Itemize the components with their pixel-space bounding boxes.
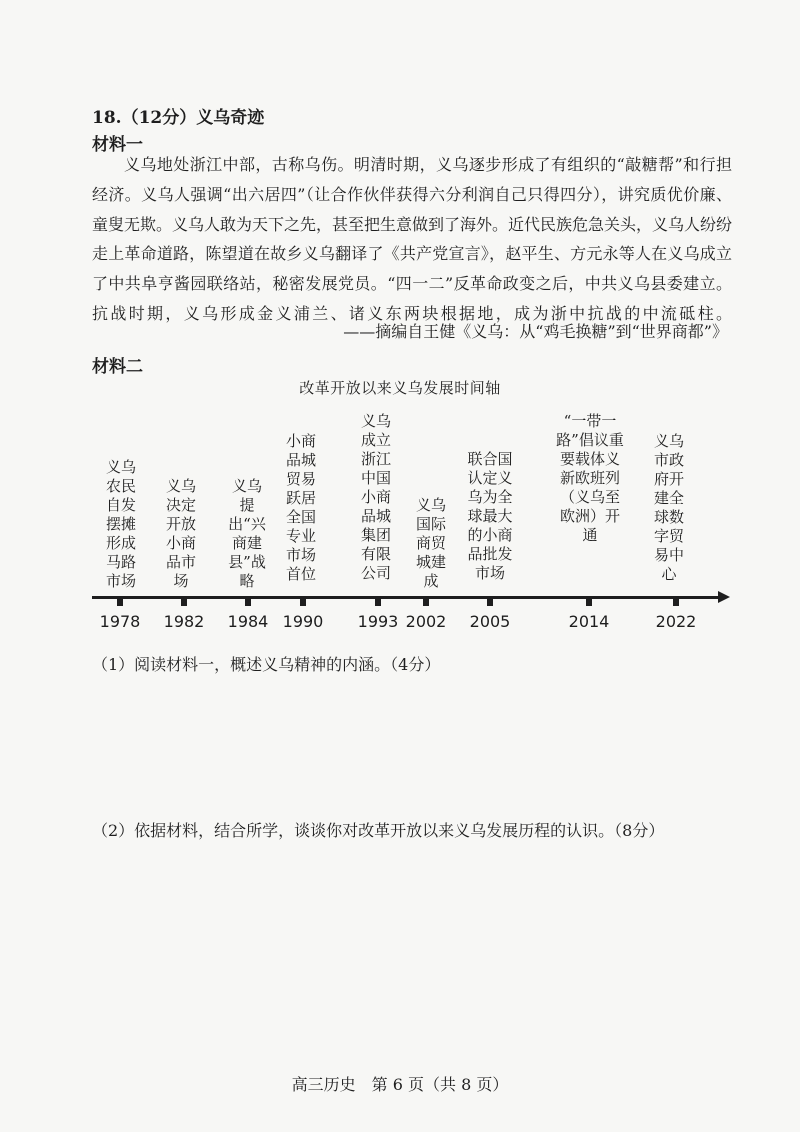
timeline-event: 义乌国际商贸城建成 [415,496,446,590]
timeline-event: 小商品城贸易跃居全国专业市场首位 [285,432,316,583]
timeline-event: “一带一路”倡议重要载体义新欧班列（义乌至欧洲）开通 [556,412,624,544]
timeline-event: 义乌市政府开建全球数字贸易中心 [653,432,684,583]
material-1-label: 材料一 [92,135,143,155]
material-1-citation: ——摘编自王健《义乌：从“鸡毛换糖”到“世界商都”》 [343,322,728,341]
timeline-year: 1990 [282,612,324,631]
timeline-event: 联合国认定义乌为全球最大的小商品批发市场 [467,450,513,582]
timeline-year: 2022 [655,612,697,631]
timeline-year: 2005 [469,612,511,631]
timeline-year: 1993 [357,612,399,631]
timeline-title: 改革开放以来义乌发展时间轴 [299,379,501,397]
question-title: 18.（12分）义乌奇迹 [92,108,265,128]
timeline-tick [423,599,429,606]
question-1: （1）阅读材料一，概述义乌精神的内涵。（4分） [92,655,441,674]
timeline-tick [586,599,592,606]
material-1-text: 义乌地处浙江中部，古称乌伤。明清时期，义乌逐步形成了有组织的“敲糖帮”和行担经济。义乌人强调“出六居四”（让合作伙伴获得六分利润自己只得四分），讲究质优价廉、童叟无欺。义乌人敢为天下之先，甚至把生意做到了海外。近代民族危急关头，义乌人纷纷走上革命道路，陈望道在故乡义乌翻译了《共产党宣言》，赵平生、方元永等人在义乌成立了中共阜亨酱园联络站，秘密发展党员。“四一二”反革命政变之后，中共义乌县委建立。抗战时期，义乌形成金义浦兰、诸义东两块根据地，成为浙中抗战的中流砥柱。 [92,155,733,323]
timeline-tick [375,599,381,606]
timeline-tick [300,599,306,606]
timeline-tick [245,599,251,606]
timeline-tick [673,599,679,606]
material-2-label: 材料二 [92,357,143,377]
timeline-tick [117,599,123,606]
timeline-event: 义乌成立浙江中国小商品城集团有限公司 [360,412,391,582]
timeline-year: 2002 [405,612,447,631]
timeline-event: 义乌提出“兴商建县”战略 [228,477,266,590]
timeline-year: 1978 [99,612,141,631]
page-footer: 高三历史 第 6 页（共 8 页） [291,1075,509,1094]
timeline-event: 义乌农民自发摆摊形成马路市场 [105,458,136,590]
timeline-event: 义乌决定开放小商品市场 [165,477,196,590]
question-2: （2）依据材料，结合所学，谈谈你对改革开放以来义乌发展历程的认识。（8分） [92,821,665,840]
timeline-year: 1984 [227,612,269,631]
timeline-year: 2014 [568,612,610,631]
timeline-tick [181,599,187,606]
timeline-tick [487,599,493,606]
timeline-year: 1982 [163,612,205,631]
timeline-arrow [718,591,730,603]
